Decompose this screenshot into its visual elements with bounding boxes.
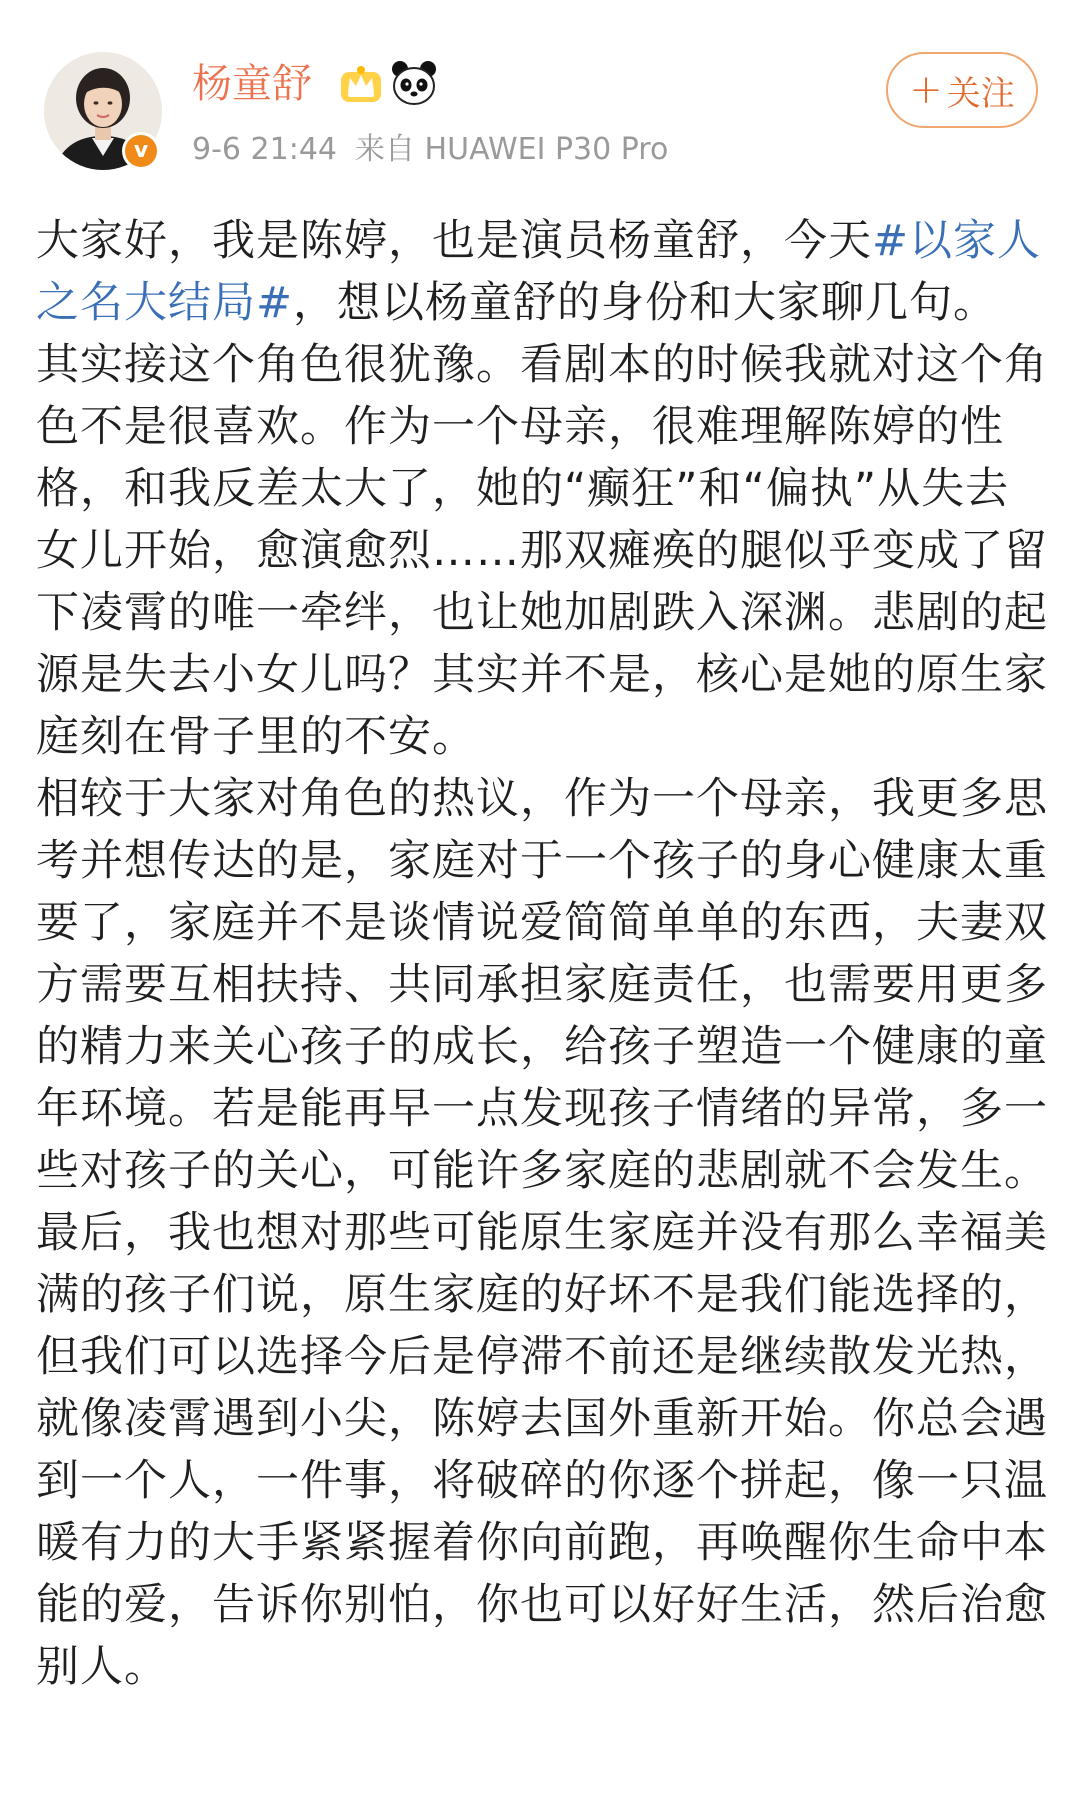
avatar[interactable] xyxy=(44,52,162,170)
username[interactable]: 杨童舒 xyxy=(192,61,312,107)
panda-icon xyxy=(390,60,438,106)
post-body xyxy=(36,210,1052,1698)
plus-icon: + xyxy=(909,67,943,113)
paragraph-4: 最后，我也想对那些可能原生家庭并没有那么幸福美满的孩子们说，原生家庭的好坏不是我们能选择的，但我们可以选择今后是停滞不前还是继续散发光热，就像凌霄遇到小尖，陈婷去国外重新开始。你总会遇到一个人，一件事，将破碎的你逐个拼起，像一只温暖有力的大手紧紧握着你向前跑，再唤醒你生命中本能的爱，告诉你别怕，你也可以好好生活，然后治愈别人。 xyxy=(36,1208,1048,1692)
paragraph-1-intro: 大家好，我是陈婷，也是演员杨童舒，今天 xyxy=(36,216,872,266)
verified-mark: v xyxy=(125,135,157,167)
paragraph-2: 其实接这个角色很犹豫。看剧本的时候我就对这个角色不是很喜欢。作为一个母亲，很难理解陈婷的性格，和我反差太大了，她的“癫狂”和“偏执”从失去女儿开始，愈演愈烈……那双瘫痪的腿似乎变成了留下凌霄的唯一牵绊，也让她加剧跌入深渊。悲剧的起源是失去小女儿吗？其实并不是，核心是她的原生家庭刻在骨子里的不安。 xyxy=(36,340,1048,762)
source-prefix: 来自 xyxy=(355,132,415,167)
paragraph-1-rest: ，想以杨童舒的身份和大家聊几句。 xyxy=(293,278,998,328)
post-timestamp: 9-6 21:44 xyxy=(192,132,337,167)
post-header xyxy=(0,0,1080,190)
paragraph-3: 相较于大家对角色的热议，作为一个母亲，我更多思考并想传达的是，家庭对于一个孩子的身心健康太重要了，家庭并不是谈情说爱简简单单的东西，夫妻双方需要互相扶持、共同承担家庭责任，也需要用更多的精力来关心孩子的成长，给孩子塑造一个健康的童年环境。若是能再早一点发现孩子情绪的异常，多一些对孩子的关心，可能许多家庭的悲剧就不会发生。 xyxy=(36,774,1048,1196)
follow-button[interactable] xyxy=(886,52,1038,128)
source-device-link[interactable]: HUAWEI P30 Pro xyxy=(424,132,669,167)
hashtag-link[interactable]: #以家人之名大结局# xyxy=(36,216,1042,328)
follow-label: 关注 xyxy=(946,73,1015,114)
paragraph-1 xyxy=(36,210,1052,334)
crown-icon xyxy=(338,62,384,106)
post-meta xyxy=(192,128,668,172)
verified-badge-icon xyxy=(122,132,160,170)
